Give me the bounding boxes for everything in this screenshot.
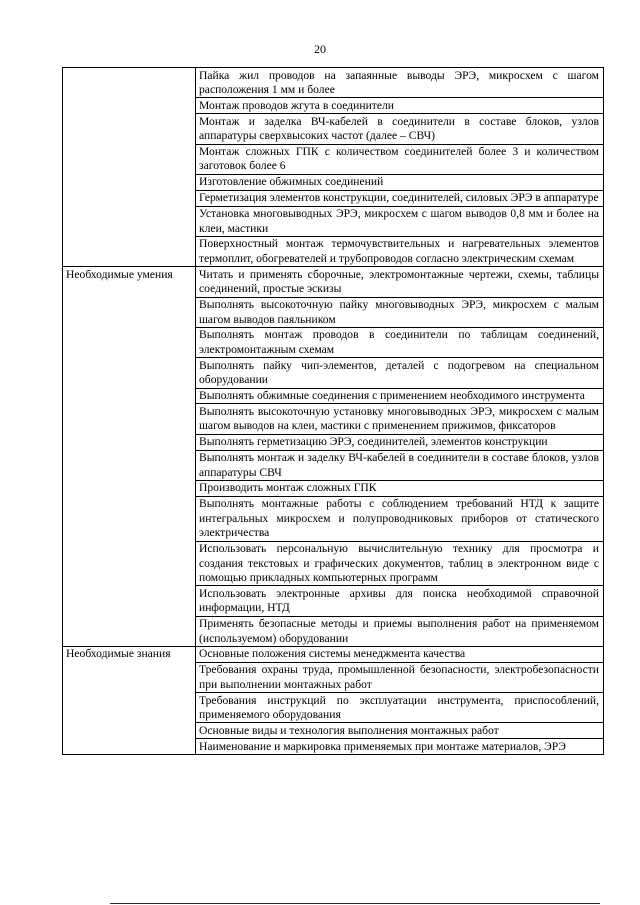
requirements-table bbox=[62, 67, 604, 755]
requirement-text: Основные положения системы менеджмента качества bbox=[196, 646, 604, 662]
requirements-table-body bbox=[63, 68, 604, 755]
requirement-text: Изготовление обжимных соединений bbox=[196, 174, 604, 190]
requirement-text: Выполнять герметизацию ЭРЭ, соединителей, элементов конструкции bbox=[196, 434, 604, 450]
requirement-text: Герметизация элементов конструкции, соединителей, силовых ЭРЭ в аппаратуре bbox=[196, 190, 604, 206]
requirement-text: Требования инструкций по эксплуатации инструмента, приспособлений, применяемого оборудования bbox=[196, 693, 604, 723]
requirement-text: Основные виды и технология выполнения монтажных работ bbox=[196, 723, 604, 739]
requirement-text: Выполнять пайку чип-элементов, деталей с подогревом на специальном оборудовании bbox=[196, 358, 604, 388]
requirement-text: Выполнять обжимные соединения с применением необходимого инструмента bbox=[196, 388, 604, 404]
scan-edge-line bbox=[110, 903, 600, 904]
requirement-text: Использовать персональную вычислительную технику для просмотра и создания текстовых и графических документов, таблиц в электронном виде с помощью прикладных компьютерных программ bbox=[196, 541, 604, 586]
requirement-text: Выполнять высокоточную установку многовыводных ЭРЭ, микросхем с малым шагом выводов на клеи, мастики с применением прижимов, фиксаторов bbox=[196, 404, 604, 434]
page-number: 20 bbox=[314, 42, 326, 56]
requirement-text: Монтаж проводов жгута в соединители bbox=[196, 98, 604, 114]
requirement-text: Поверхностный монтаж термочувствительных и нагревательных элементов термоплит, обогревателей и трубопроводов согласно электрическим схемам bbox=[196, 236, 604, 266]
section-label bbox=[63, 68, 196, 267]
requirement-text: Требования охраны труда, промышленной безопасности, электробезопасности при выполнении монтажных работ bbox=[196, 662, 604, 692]
requirement-text: Выполнять высокоточную пайку многовыводных ЭРЭ, микросхем с малым шагом выводов паяльником bbox=[196, 297, 604, 327]
requirement-text: Выполнять монтажные работы с соблюдением требований НТД к защите интегральных микросхем и полупроводниковых приборов от статического электричества bbox=[196, 496, 604, 541]
table-row bbox=[63, 646, 604, 662]
requirement-text: Использовать электронные архивы для поиска необходимой справочной информации, НТД bbox=[196, 586, 604, 616]
requirement-text: Установка многовыводных ЭРЭ, микросхем с шагом выводов 0,8 мм и более на клеи, мастики bbox=[196, 206, 604, 236]
requirement-text: Читать и применять сборочные, электромонтажные чертежи, схемы, таблицы соединений, простые эскизы bbox=[196, 267, 604, 297]
requirement-text: Монтаж сложных ГПК с количеством соединителей более 3 и количеством заготовок более 6 bbox=[196, 144, 604, 174]
requirement-text: Производить монтаж сложных ГПК bbox=[196, 480, 604, 496]
requirement-text: Наименование и маркировка применяемых при монтаже материалов, ЭРЭ bbox=[196, 739, 604, 755]
table-row bbox=[63, 267, 604, 297]
section-label: Необходимые умения bbox=[63, 267, 196, 647]
requirement-text: Выполнять монтаж проводов в соединители по таблицам соединений, электромонтажным схемам bbox=[196, 327, 604, 357]
requirement-text: Пайка жил проводов на запаянные выводы ЭРЭ, микросхем с шагом расположения 1 мм и более bbox=[196, 68, 604, 98]
table-row bbox=[63, 68, 604, 98]
section-label: Необходимые знания bbox=[63, 646, 196, 754]
requirement-text: Монтаж и заделка ВЧ-кабелей в соединители в составе блоков, узлов аппаратуры сверхвысоких частот (далее – СВЧ) bbox=[196, 114, 604, 144]
requirement-text: Применять безопасные методы и приемы выполнения работ на применяемом (используемом) оборудовании bbox=[196, 616, 604, 646]
requirement-text: Выполнять монтаж и заделку ВЧ-кабелей в соединители в составе блоков, узлов аппаратуры СВЧ bbox=[196, 450, 604, 480]
